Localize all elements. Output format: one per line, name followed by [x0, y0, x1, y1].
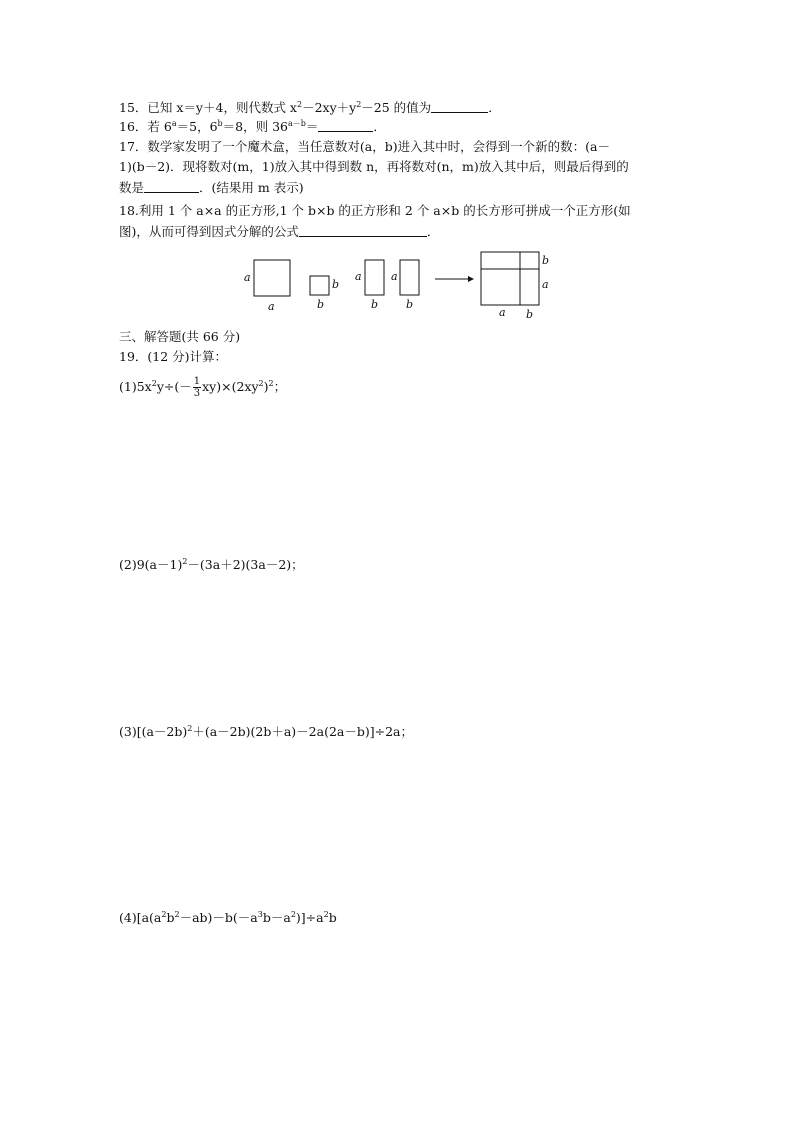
- question-17-line-1: 17．数学家发明了一个魔术盒，当任意数对(a，b)进入其中时，会得到一个新的数：(a－: [119, 139, 610, 154]
- q16-text-c: ＝8，则 36: [222, 119, 288, 134]
- q16-exp-b: b: [217, 119, 223, 128]
- q18-text-a: 图)，从而可得到因式分解的公式: [119, 224, 299, 239]
- square-a-side-label: a: [244, 271, 251, 284]
- q19-p4-a: (4)[a(a: [119, 910, 162, 925]
- q17-answer-blank[interactable]: [144, 180, 199, 193]
- q16-text-b: ＝5，6: [176, 119, 218, 134]
- square-a: [254, 260, 290, 296]
- rect-ab-2-bottom-label: b: [406, 298, 414, 311]
- q16-answer-blank[interactable]: [318, 119, 373, 132]
- assembled-bottom-label-a: a: [499, 306, 506, 319]
- square-assembly-figure: [240, 250, 560, 324]
- q19-p1-sq3: 2: [268, 379, 274, 388]
- figure-svg: [240, 250, 560, 320]
- rect-ab-1-bottom-label: b: [371, 298, 379, 311]
- question-17-line-3: [119, 180, 304, 196]
- rect-ab-1: [365, 260, 384, 295]
- q19-part-3: [119, 724, 413, 740]
- q15-text-b: －2xy＋y: [302, 100, 357, 115]
- q16-text-d: ＝: [305, 119, 319, 134]
- rect-ab-2-side-label: a: [391, 270, 398, 283]
- q15-exp-1: 2: [296, 100, 303, 109]
- q16-exp-ab: a－b: [288, 119, 306, 128]
- square-b-bottom-label: b: [317, 298, 325, 311]
- q19-p4-sq: 2: [161, 910, 167, 919]
- q19-p4-sq3: 2: [290, 910, 296, 919]
- q19-p1-b: y÷(－: [156, 379, 192, 394]
- q16-text-a: 16．若 6: [119, 119, 172, 134]
- q15-text-c: －25 的值为: [361, 100, 432, 115]
- question-17-line-2: 1)(b－2)．现将数对(m，1)放入其中得到数 n，再将数对(n，m)放入其中后，则最后得到的: [119, 159, 629, 174]
- q19-p3-a: (3)[(a－2b): [119, 724, 188, 739]
- q19-p3-b: ＋(a－2b)(2b＋a)－2a(2a－b)]÷2a；: [192, 724, 413, 739]
- q18-end: ．: [426, 224, 440, 239]
- assembled-bottom-label-b: b: [526, 308, 534, 320]
- q19-p4-e: )]÷a: [295, 910, 324, 925]
- q19-part-2: [119, 557, 304, 573]
- q19-p1-sq: 2: [151, 379, 157, 388]
- q19-p4-c: －ab)－b(－a: [179, 910, 258, 925]
- q15-exp-2: 2: [356, 100, 362, 109]
- q18-answer-blank[interactable]: [299, 224, 427, 237]
- q19-p2-b: －(3a＋2)(3a－2)；: [187, 557, 304, 572]
- q15-answer-blank[interactable]: [431, 100, 488, 113]
- arrow-head-icon: [468, 276, 474, 282]
- question-18-line-2: [119, 224, 439, 240]
- q19-p1-end: ；: [273, 379, 287, 394]
- q19-p4-cube: 3: [257, 910, 263, 919]
- q17-text-a: 数是: [119, 180, 145, 195]
- q19-p2-sq: 2: [182, 557, 188, 566]
- q19-p2-a: (2)9(a－1): [119, 557, 183, 572]
- square-b: [310, 276, 329, 295]
- q19-p1-d: ): [263, 379, 269, 394]
- q15-end: ．: [488, 100, 501, 115]
- fraction-denominator: 3: [193, 388, 201, 399]
- assembled-right-label-b: b: [542, 254, 550, 267]
- q19-p1-a: (1)5x: [119, 379, 152, 394]
- square-b-side-label: b: [332, 278, 340, 291]
- fraction-numerator: 1: [193, 376, 201, 387]
- q19-p1-c: xy)×(2xy: [202, 379, 259, 394]
- q19-p4-d: b－a: [262, 910, 291, 925]
- q15-text-a: 15．已知 x＝y＋4，则代数式 x: [119, 100, 297, 115]
- question-16: [119, 119, 386, 135]
- q19-p1-sq2: 2: [258, 379, 264, 388]
- one-third-fraction: [193, 376, 201, 399]
- assembled-square: [481, 252, 539, 305]
- q19-part-4: [119, 910, 337, 926]
- q19-part-1: [119, 376, 286, 399]
- section-3-title: 三、解答题(共 66 分): [119, 329, 241, 344]
- q19-p4-sq2: 2: [174, 910, 180, 919]
- q19-p4-sq4: 2: [323, 910, 329, 919]
- square-a-bottom-label: a: [268, 300, 275, 313]
- q19-p3-sq: 2: [187, 724, 193, 733]
- rect-ab-2: [400, 260, 419, 295]
- question-15: [119, 100, 501, 116]
- q16-exp-a: a: [171, 119, 177, 128]
- q16-end: ．: [373, 119, 386, 134]
- question-18-line-1: 18.利用 1 个 a×a 的正方形,1 个 b×b 的正方形和 2 个 a×b 的长方形可拼成一个正方形(如: [119, 203, 631, 218]
- question-19-title: 19．(12 分)计算：: [119, 349, 228, 364]
- assembled-right-label-a: a: [542, 278, 549, 291]
- q17-text-b: ．(结果用 m 表示): [199, 180, 304, 195]
- q19-p4-end: b: [328, 910, 337, 925]
- q19-p4-b: b: [166, 910, 175, 925]
- rect-ab-1-side-label: a: [355, 270, 362, 283]
